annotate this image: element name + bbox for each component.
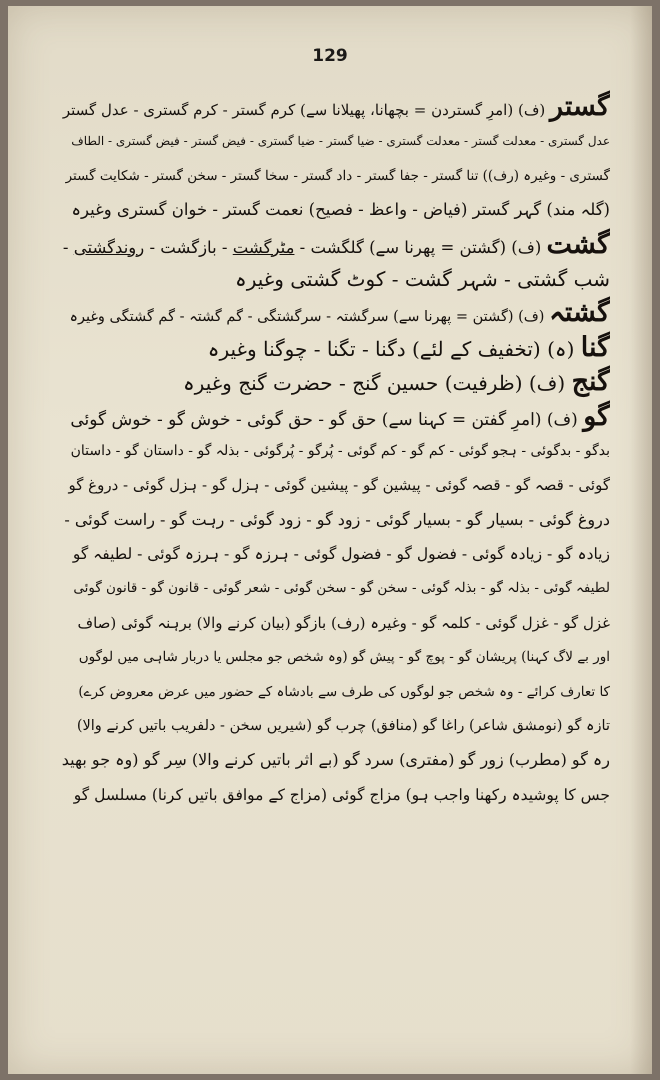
entry-text: زیادہ گو - زیادہ گوئی - فضول گو - فضول گوئی - ہرزہ گو - ہرزہ گوئی - لطیفہ گو [72, 545, 610, 564]
entry-text: (ف) (امرِ گستردن = بچھانا، پھیلانا سے) کرم گستر - کرم گستری - عدل گستر [62, 101, 546, 119]
entry-text: گستری - وغیرہ (رف)) تنا گستر - جفا گستر - داد گستر - سخا گستر - سخن گستر - شکایت گستر [65, 167, 610, 184]
text-line [62, 193, 610, 227]
entry-headword: گنا [580, 331, 610, 363]
entry-text: عدل گستری - معدلت گستر - معدلت گستری - ضیا گستر - ضیا گستری - فیض گستر - فیض گستری - الطاف [71, 134, 610, 149]
text-line [62, 778, 610, 812]
entry-text: کا تعارف کرائے - وہ شخص جو لوگوں کی طرف سے بادشاہ کے حضور میں عرض معروض کرے) [78, 683, 610, 700]
entry-text: (ف) (گشتن = پھرنا سے) سرگشتہ - سرگشتگی - گم گشتہ - گم گشتگی وغیرہ [69, 309, 545, 326]
entry-headword: گو [583, 400, 610, 432]
text-line [62, 606, 610, 640]
book-page [8, 6, 652, 1074]
entry-text: (ف) (ظرفیت) حسین گنج - حضرت گنج وغیرہ [182, 371, 566, 396]
text-line [62, 90, 610, 124]
text-line [62, 124, 610, 158]
text-line [62, 159, 610, 193]
entry-text: بدگو - بدگوئی - ہجو گوئی - کم گو - کم گوئی - پُرگو - پُرگوئی - بذلہ گو - داستان گو - داستان [70, 442, 610, 459]
text-line [62, 365, 610, 399]
page-binding-shadow [630, 6, 652, 1074]
entry-text: تازہ گو (نومشق شاعر) راغا گو (منافق) چرب گو (شیریں سخن - دلفریب باتیں کرنے والا) [76, 718, 610, 735]
entry-text: رہ گو (مطرب) زور گو (مفتری) سرد گو (بے اثر باتیں کرنے والا) سِر گو (وہ جو بھید [62, 750, 610, 770]
text-line [62, 503, 610, 537]
page-body-text [62, 90, 610, 812]
text-line [62, 537, 610, 571]
underlined-term: روندگشتی [73, 237, 145, 257]
entry-text: لطیفہ گوئی - بذلہ گو - بذلہ گوئی - سخن گو - سخن گوئی - شعر گوئی - قانون گو - قانون گوئی [73, 580, 610, 597]
entry-text: گوئی - قصہ گو - قصہ گوئی - پیشین گو - پیشین گوئی - ہزل گو - ہزل گوئی - دروغ گو [68, 476, 610, 495]
entry-headword: گنج [571, 366, 610, 398]
entry-text: (ف) (امرِ گفتن = کہنا سے) حق گو - حق گوئی - خوش گو - خوش گوئی [70, 409, 578, 430]
entry-text: (ف) (گشتن = پھرنا سے) گلگشت - مٹرگشت - بازگشت - روندگشتی - [62, 237, 542, 257]
underlined-term: مٹرگشت [232, 237, 295, 257]
text-line [62, 228, 610, 262]
text-line [62, 434, 610, 468]
text-line [62, 571, 610, 605]
entry-text: (گلہ مند) گہر گستر (فیاض - واعظ - فصیح) نعمت گستر - خوان گستری وغیرہ [71, 200, 610, 220]
entry-headword: گشت [546, 228, 610, 260]
entry-text: جس کا پوشیدہ رکھنا واجب ہو) مزاج گوئی (مزاج کے موافق باتیں کرنا) مسلسل گو [73, 785, 610, 804]
entry-headword: گستر [550, 91, 610, 122]
entry-text: (ہ) (تخفیف کے لئے) دگنا - تگنا - چوگنا وغیرہ [207, 336, 575, 361]
entry-headword: گشتہ [549, 297, 610, 329]
text-line [62, 331, 610, 365]
entry-text: غزل گو - غزل گوئی - کلمہ گو - وغیرہ (رف) بازگو (بیان کرنے والا) برہنہ گوئی (صاف [77, 613, 610, 632]
text-line [62, 262, 610, 296]
text-line [62, 709, 610, 743]
text-line [62, 400, 610, 434]
text-line [62, 640, 610, 674]
text-line [62, 468, 610, 502]
entry-text: شب گشتی - شہر گشت - کوٹ گشتی وغیرہ [234, 266, 610, 291]
entry-text: اور بے لاگ کہنا) پریشان گو - پوچ گو - پیش گو (وہ شخص جو مجلس یا دربار شاہی میں لوگوں [78, 649, 610, 666]
text-line [62, 743, 610, 777]
entry-text: دروغ گوئی - بسیار گو - بسیار گوئی - زود گو - زود گوئی - رہت گو - راست گوئی - [64, 509, 610, 529]
text-line [62, 675, 610, 709]
page-number: 129 [312, 46, 348, 66]
text-line [62, 296, 610, 330]
